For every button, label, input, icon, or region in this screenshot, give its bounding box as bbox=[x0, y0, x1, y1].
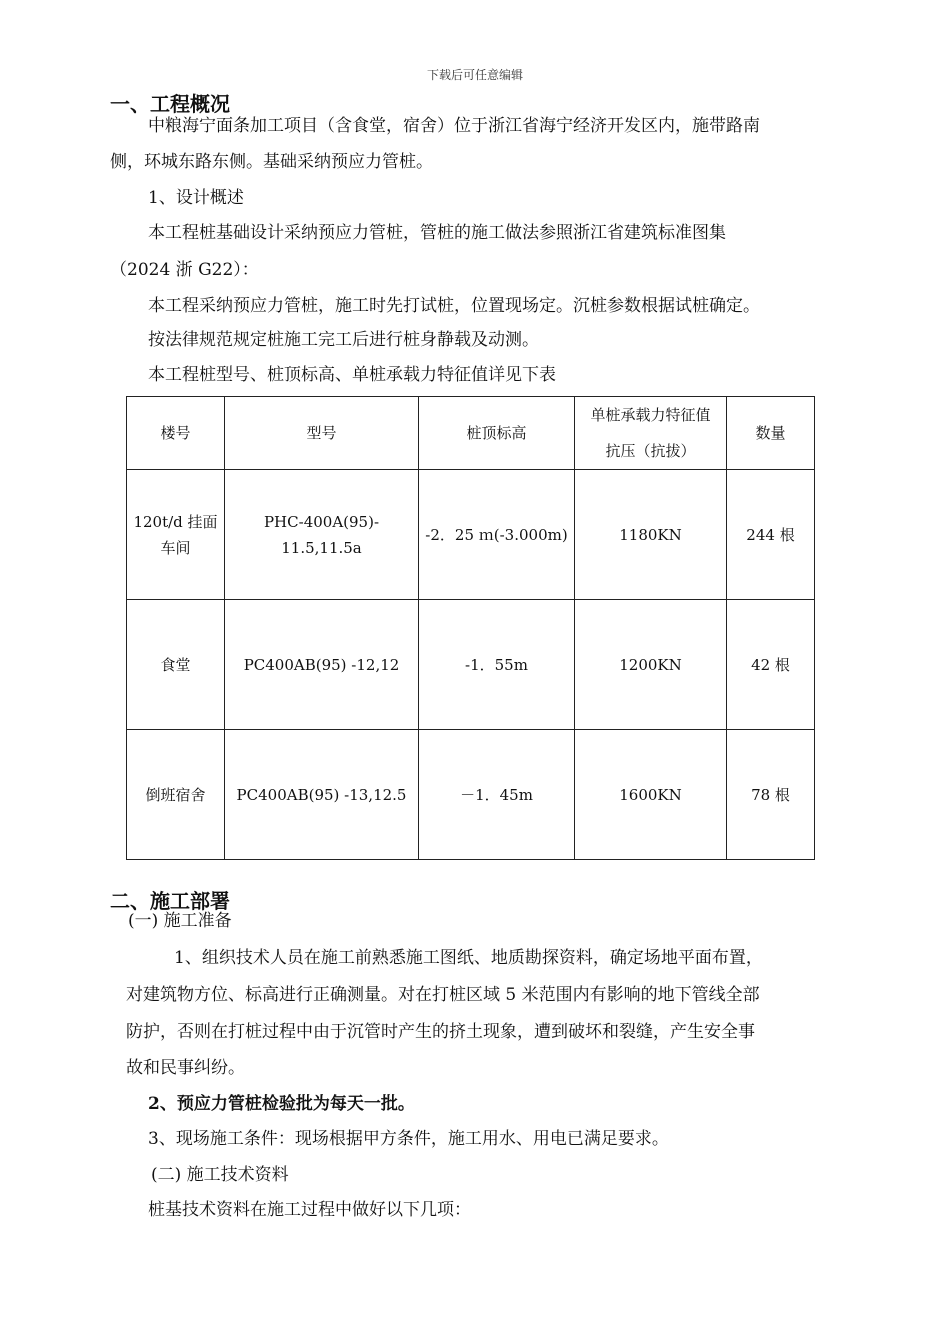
header-cell-quantity: 数量 bbox=[727, 397, 815, 470]
table-cell: 42 根 bbox=[727, 600, 815, 730]
paragraph-line: 故和民事纠纷。 bbox=[126, 1058, 245, 1078]
header-cell-building: 楼号 bbox=[127, 397, 225, 470]
paragraph-line: 按法律规范规定桩施工完工后进行桩身静载及动测。 bbox=[148, 330, 539, 350]
table-cell: -2．25 ｍ(-3.000m) bbox=[419, 470, 575, 600]
table-row bbox=[127, 600, 815, 730]
paragraph-line: 3、现场施工条件：现场根据甲方条件，施工用水、用电已满足要求。 bbox=[148, 1129, 669, 1149]
table-cell: 食堂 bbox=[127, 600, 225, 730]
table-row bbox=[127, 470, 815, 600]
paragraph-line: 中粮海宁面条加工项目（含食堂，宿舍）位于浙江省海宁经济开发区内，施带路南 bbox=[148, 116, 760, 136]
paragraph-line: 本工程采纳预应力管桩，施工时先打试桩，位置现场定。沉桩参数根据试桩确定。 bbox=[148, 296, 760, 316]
paragraph-line: 对建筑物方位、标高进行正确测量。对在打桩区域 5 米范围内有影响的地下管线全部 bbox=[126, 985, 760, 1005]
subsection-preparation: (一) 施工准备 bbox=[128, 911, 232, 931]
table-cell: 78 根 bbox=[727, 730, 815, 860]
table-caption: 本工程桩型号、桩顶标高、单桩承载力特征值详见下表 bbox=[148, 365, 556, 385]
table-cell: PHC-400A(95)- 11.5,11.5a bbox=[225, 470, 419, 600]
table-cell: 倒班宿舍 bbox=[127, 730, 225, 860]
paragraph-line: 侧，环城东路东侧。基础采纳预应力管桩。 bbox=[110, 152, 433, 172]
paragraph-line: （2024 浙 G22）： bbox=[110, 260, 259, 280]
header-cell-capacity: 单桩承载力特征值 抗压（抗拔） bbox=[575, 397, 727, 470]
table-cell: 120t/d 挂面 车间 bbox=[127, 470, 225, 600]
section-title-deployment: 二、施工部署 bbox=[110, 889, 230, 913]
table-cell: 1180KN bbox=[575, 470, 727, 600]
paragraph-line: 桩基技术资料在施工过程中做好以下几项： bbox=[148, 1200, 471, 1220]
section-title-overview: 一、工程概况 bbox=[110, 92, 230, 116]
pile-spec-table bbox=[126, 396, 815, 860]
table-cell: －1．45m bbox=[419, 730, 575, 860]
table-cell: PC400AB(95) -13,12.5 bbox=[225, 730, 419, 860]
subsection-technical-docs: (二) 施工技术资料 bbox=[151, 1165, 289, 1185]
paragraph-line-bold: 2、预应力管桩检验批为每天一批。 bbox=[148, 1094, 415, 1114]
header-cell-top-elevation: 桩顶标高 bbox=[419, 397, 575, 470]
paragraph-line: 防护，否则在打桩过程中由于沉管时产生的挤土现象，遭到破坏和裂缝，产生安全事 bbox=[126, 1022, 755, 1042]
table-cell: 1200KN bbox=[575, 600, 727, 730]
table-cell: 1600KN bbox=[575, 730, 727, 860]
header-note: 下载后可任意编辑 bbox=[426, 68, 523, 82]
table-header-row bbox=[127, 397, 815, 470]
subsection-design-overview: 1、设计概述 bbox=[148, 188, 244, 208]
paragraph-line: 本工程桩基础设计采纳预应力管桩，管桩的施工做法参照浙江省建筑标准图集 bbox=[148, 223, 726, 243]
table-cell: -1．55m bbox=[419, 600, 575, 730]
table-cell: PC400AB(95) -12,12 bbox=[225, 600, 419, 730]
table-row bbox=[127, 730, 815, 860]
header-cell-model: 型号 bbox=[225, 397, 419, 470]
paragraph-line: 1、组织技术人员在施工前熟悉施工图纸、地质勘探资料，确定场地平面布置， bbox=[174, 948, 763, 968]
table-cell: 244 根 bbox=[727, 470, 815, 600]
